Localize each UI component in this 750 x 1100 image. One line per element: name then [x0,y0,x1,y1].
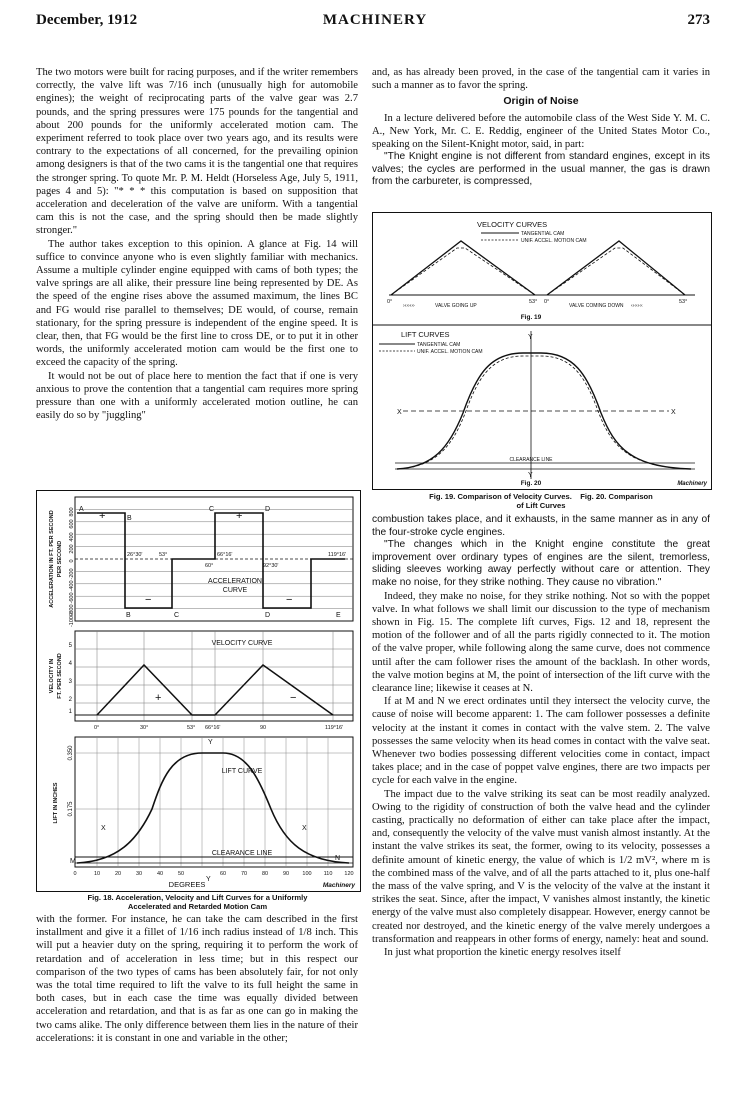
sign-label: + [99,510,106,522]
fig19-uniform-curve [391,248,535,295]
axis-label: Y [528,472,533,479]
quote-paragraph: "The changes which in the Knight engine constitute the great improvement over ordinary types of engines are the silent, tremorless, sliding sleeves working away perfectly without care or attention. They make no noise, for they strike nothing. They cause no vibration." [372,539,710,588]
figure-18-caption [36,893,359,911]
publication-title: MACHINERY [322,12,428,28]
figures-19-20-caption [372,492,710,510]
tick-label: -200 [69,568,75,580]
tick-label: 200 [69,544,75,554]
tick-label: 0.175 [68,801,74,817]
legend-entry: UNIF. ACCEL. MOTION CAM [417,349,483,355]
tick-label: 800 [69,507,75,517]
angle-label: 119°16' [328,552,347,558]
point-label: C [209,506,215,513]
figures-19-20 [372,212,712,490]
angle-label: 53° [679,299,688,305]
section-heading: Origin of Noise [503,95,579,108]
paragraph: with the former. For instance, he can take the cam described in the first installment and give it a fillet of 1/16 inch radius instead of 1/8 inch. This will put a heavier duty on the spring, requiring it to perform the work of retardation and of acceleration in less time; but in this respect our comparison of the two types of cams has been absolutely fair, for not only was the total time required to lift the valve to its full height the same in both cases, but in each case the time was equally divided between acceleration and retardation, and that is as far as one can go in making the two cams alike. The only difference between them lies in the nature of their accelerations: it is constant in one and variable in the other; [36,914,358,1044]
legend-entry: TANGENTIAL CAM [417,342,461,348]
angle-label: 26°30' [127,552,143,558]
figure-19 [387,220,695,321]
tick-label: 60 [219,871,227,877]
publisher-credit: Machinery [322,882,355,889]
sign-label: − [286,594,293,606]
sign-label: − [145,594,152,606]
point-label: D [265,612,271,619]
panel-title: VELOCITY CURVE [211,640,273,647]
point-label: X [302,825,307,832]
angle-label: 66°16' [205,725,221,731]
figure-18 [36,490,361,892]
point-label: N [335,855,341,862]
lift-panel [53,737,355,889]
point-label: C [174,612,180,619]
point-label: M [70,858,76,865]
axis-label: Y [528,334,533,341]
arrow-label: VALVE COMING DOWN [569,303,624,309]
tick-label: 70 [240,871,248,877]
angle-label: 119°16' [325,725,344,731]
point-label: B [127,515,132,522]
axis-label: X [671,409,676,416]
sign-label: − [290,692,297,704]
tick-label: 5 [68,643,72,649]
velocity-panel [49,631,353,731]
angle-label: 0° [544,299,550,305]
fig19-uniform-curve-2 [547,248,685,295]
right-column-top [372,66,710,189]
legend-entry: TANGENTIAL CAM [521,231,565,237]
point-label: Y [208,739,213,746]
tick-label: 80 [261,871,269,877]
tick-label: 400 [69,532,75,542]
sign-label: + [236,510,243,522]
angle-label: 0° [387,299,393,305]
left-column-top [36,66,358,422]
caption-line: Accelerated and Retarded Motion Cam [127,902,268,911]
tick-label: 4 [68,661,72,667]
legend-entry: UNIF. ACCEL. MOTION CAM [521,238,587,244]
tick-label: 40 [156,871,164,877]
clearance-line-label: CLEARANCE LINE [211,850,273,857]
tick-label: 50 [177,871,185,877]
paragraph: In just what proportion the kinetic energy resolves itself [384,947,621,959]
angle-label: 53° [187,725,196,731]
arrow-label: VALVE GOING UP [435,303,477,309]
quote-paragraph: "The Knight engine is not different from standard engines, except in its valves; the cycles are performed in the usual manner, the gas is drawn from the carbureter, is compressed, [372,151,710,188]
caption-line: of Lift Curves [516,501,566,510]
acceleration-curve [77,513,345,608]
paragraph: The two motors were built for racing purposes, and if the writer remembers correctly, the valve lift was 7/16 inch (unusually high for automobile engines); the weight of reciprocating parts of the valve gear was 2.7 pounds, and the spring pressures were 175 pounds for the tangential and about 200 pounds for the uniformly accelerated motion cam. The experiment referred to took place over two years ago, and its results were contrary to the expectations of all concerned, for the prevailing opinion among designers is that of the two cams it is the tangential one that requires the stronger spring. To quote Mr. P. M. Heldt (Horseless Age, July 5, 1911, pages 4 and 5): "* * * this computation is based on supposition that acceleration and deceleration of the valve are uniform. With a tangential cam this is not the case, and the spring should then be made slightly stronger." [36,67,358,237]
tick-label: 0.350 [68,745,74,761]
point-label: A [79,506,84,513]
arrow-glyph: ‹‹‹‹‹‹‹ [631,303,643,309]
tick-label: -800 [69,604,75,616]
y-axis-label: VELOCITY IN [49,658,55,694]
tick-label: 90 [282,871,290,877]
acceleration-panel [49,497,353,627]
point-label: E [336,612,341,619]
tick-label: 30 [135,871,143,877]
point-label: B [126,612,131,619]
paragraph: and, as has already been proved, in the case of the tangential cam it varies in such a manner as to favor the spring. [372,67,710,92]
point-label: X [101,825,106,832]
page-header [0,8,750,34]
angle-label: 90 [260,725,267,731]
right-column-bottom [372,514,710,959]
y-axis-label: LIFT IN INCHES [53,782,59,824]
sign-label: + [155,692,162,704]
angle-label: 60° [205,563,214,569]
caption-line: Fig. 19. Comparison of Velocity Curves. Fig. 20. Comparison [429,492,653,501]
publisher-credit: Machinery [677,481,707,487]
clearance-line-label: CLEARANCE LINE [509,457,553,463]
fig19-tangential-curve [391,241,535,295]
tick-label: 10 [93,871,101,877]
tick-label: 3 [68,679,72,685]
panel-title: ACCELERATION [208,578,262,585]
tick-label: -400 [69,580,75,592]
figure-20 [379,330,708,487]
paragraph: It would not be out of place here to mention the fact that if one is very anxious to prove the contention that a tangential cam requires more spring pressure than one with a uniformly accelerated motion outline, he can easily do so by "juggling" [36,370,358,422]
point-label: Y [206,876,211,883]
figure-label: Fig. 20 [520,480,542,487]
y-axis-label: ACCELERATION IN FT. PER SECOND [49,510,55,608]
paragraph: The impact due to the valve striking its seat can be most readily analyzed. Owing to the rigidity of construction of both the valve head and the cylinder casting, practically no deformation of either can take place after the impact, and, consequently the velocity of the valve must vanish almost instantly. At the instant the valve strikes its seat, the former, owing to its velocity, possesses a definite amount of kinetic energy, the value of which is 1/2 mV², where m is the combined mass of the valve, and of all the parts attached to it, plus one-half the mass of the valve spring, and V is the velocity of the valve at the instant it strikes the seat. Since, after the impact, V vanishes almost instantly, the kinetic energy of the valve must also completely disappear. However, energy cannot be created nor destroyed, and the kinetic energy of the valve merely undergoes a transformation and reappears in other forms of energy, namely: heat and sound. [372,788,710,945]
angle-label: 30° [140,725,149,731]
caption-line: Fig. 18. Acceleration, Velocity and Lift Curves for a Uniformly [87,893,308,902]
axis-label: X [397,409,402,416]
angle-label: 66°16' [217,552,233,558]
tick-label: 0 [69,559,75,563]
tick-label: -1000 [69,612,75,628]
y-axis-label: PER SECOND [57,540,63,578]
paragraph: The author takes exception to this opinion. A glance at Fig. 14 will suffice to convince anyone who is even slightly familiar with mechanics. Assume a multiple cylinder engine equipped with cams of both types; the valve springs are all alike, their pressure line being represented by DE. As the speed of the engine rises above the assumed maximum, the lines BC and FG would rise parallel to themselves; DE would, of course, remain stationary, for the spring pressure is independent of the engine speed. It is clear, then, that FG would be the first line to cross DE, or to put it in other words, the uniformly accelerated motion cam would be the first one to exceed the capacity of the spring. [36,238,358,369]
tick-label: 600 [69,519,75,529]
angle-label: 92°30' [263,563,279,569]
tick-label: 0 [73,871,77,877]
angle-label: 53° [159,552,168,558]
point-label: D [265,506,271,513]
x-axis-label: DEGREES [168,880,206,889]
tick-label: 110 [323,871,333,877]
issue-date: December, 1912 [36,12,138,28]
tick-label: 1 [68,709,72,715]
fig19-title: VELOCITY CURVES [477,220,548,229]
panel-title: LIFT CURVE [221,768,263,775]
y-axis-label: FT. PER SECOND [57,653,63,699]
tick-label: 100 [302,871,312,877]
fig19-tangential-curve-2 [547,241,685,295]
arrow-glyph: ››››››› [403,303,415,309]
paragraph: If at M and N we erect ordinates until they intersect the velocity curve, the cause of noise will become apparent: 1. The cam follower possesses a definite velocity at the instant it comes in contact with the valve stem. 2. The valve possesses the same velocity when its head comes in contact with the valve seat. Whenever two bodies possessing different velocities come in contact, impact takes place; and in the case of poppet valve engines, there are two impacts per cycle for each valve in the engine. [372,696,710,787]
quote-paragraph: combustion takes place, and it exhausts, in the same manner as in any of the four-stroke cycle engines. [372,514,710,538]
panel-title: CURVE [222,587,248,594]
paragraph: In a lecture delivered before the automobile class of the West Side Y. M. C. A., New York, Mr. C. E. Reddig, engineer of the United States Motor Co., speaking on the Silent-Knight motor, said, in part: [372,112,710,151]
fig20-uniform-curve [397,356,691,469]
tick-label: 120 [344,871,354,877]
tick-label: 20 [114,871,122,877]
page-number: 273 [687,12,710,28]
paragraph: Indeed, they make no noise, for they strike nothing. Not so with the poppet valve. In what follows we shall limit our discussion to the type of mechanism shown in Fig. 15. The complete lift curves, Figs. 12 and 18, represent the motion of the follower and of all the parts rigidly connected to it. The motion of the valve proper, while following along the same curve, does not commence until after the cam follower rises the amount of the backlash. In other words, the valve motion begins at M, the point of intersection of the lift curve with the clearance line; likewise it ceases at N. [372,590,710,694]
fig20-title: LIFT CURVES [401,330,450,339]
left-column-bottom [36,913,358,1045]
tick-label: -600 [69,592,75,604]
angle-label: 0° [94,725,100,731]
tick-label: 2 [68,697,72,703]
angle-label: 53° [529,299,538,305]
figure-label: Fig. 19 [520,314,542,321]
